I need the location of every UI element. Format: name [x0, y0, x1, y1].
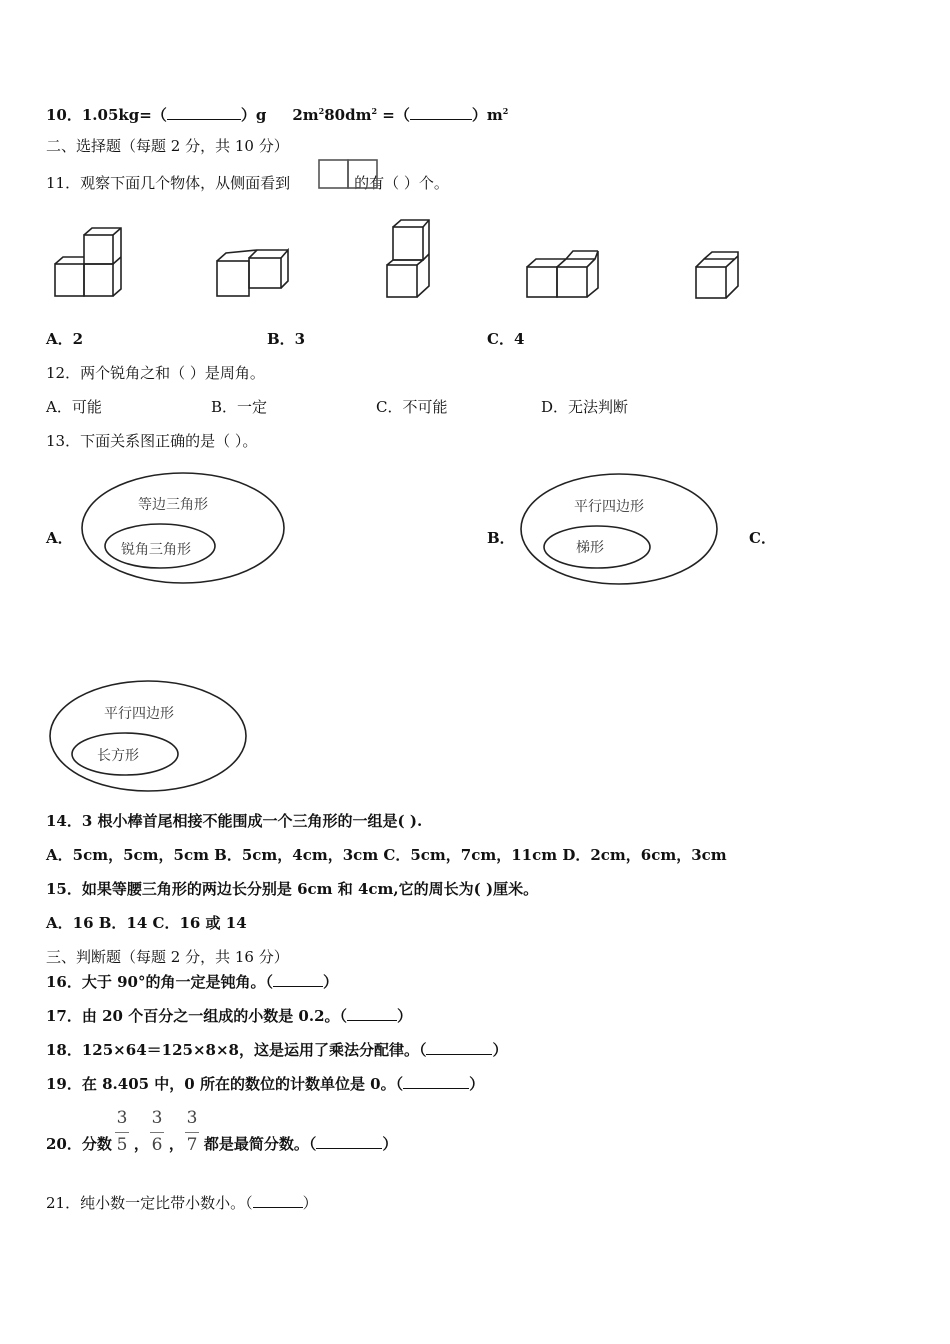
- question-10-expr2-end: ）m: [471, 106, 503, 124]
- separator: ，: [168, 1135, 184, 1153]
- answer-blank[interactable]: [410, 106, 472, 120]
- question-15-options[interactable]: A．16 B．14 C．16 或 14: [46, 914, 247, 932]
- answer-blank[interactable]: [403, 1075, 469, 1089]
- venn-c-inner-label: 长方形: [97, 748, 139, 764]
- fraction-bar: [115, 1132, 129, 1133]
- question-17: [46, 1006, 412, 1026]
- question-16: [46, 972, 338, 992]
- question-10-number: 10．: [46, 106, 82, 124]
- venn-b-outer-label: 平行四边形: [574, 499, 644, 515]
- option-13-b[interactable]: B．: [487, 529, 515, 547]
- fraction-denominator: 6: [151, 1135, 163, 1155]
- question-18-end: ）: [492, 1041, 508, 1059]
- question-20: [46, 1134, 397, 1154]
- fraction-bar: [150, 1132, 164, 1133]
- separator: ，: [133, 1135, 149, 1153]
- cube-figure-2: [214, 246, 294, 301]
- option-13-a[interactable]: A．: [46, 529, 73, 547]
- side-view-icon: [318, 158, 380, 190]
- question-21-end: ）: [302, 1194, 318, 1212]
- fraction-numerator: 3: [186, 1108, 198, 1128]
- venn-b-inner-label: 梯形: [576, 540, 604, 556]
- venn-a-inner-label: 锐角三角形: [121, 542, 191, 558]
- question-10-expr2: 2m: [292, 106, 319, 124]
- question-11-number: 11．: [46, 174, 81, 192]
- answer-blank[interactable]: [347, 1007, 397, 1021]
- question-12: 12．两个锐角之和（ ）是周角。: [46, 364, 265, 382]
- option-11-b[interactable]: B．3: [267, 330, 306, 348]
- cube-figure-5: [692, 248, 744, 302]
- question-11-text-after: 的有（ ）个。: [354, 174, 449, 192]
- fraction-denominator: 7: [186, 1135, 198, 1155]
- question-11: [46, 173, 449, 193]
- question-13: 13．下面关系图正确的是（ ）。: [46, 432, 258, 450]
- venn-diagram-c: [48, 678, 250, 794]
- question-10-expr2: 80dm: [324, 106, 372, 124]
- option-11-c[interactable]: C．4: [487, 330, 525, 348]
- fraction-numerator: 3: [116, 1108, 128, 1128]
- question-17-text: 17．由 20 个百分之一组成的小数是 0.2。（: [46, 1007, 348, 1025]
- cube-figure-4: [523, 248, 603, 303]
- option-12-c[interactable]: C．不可能: [376, 398, 448, 416]
- option-12-a[interactable]: A．可能: [46, 398, 102, 416]
- question-16-end: ）: [322, 973, 338, 991]
- question-14-options[interactable]: A．5cm，5cm，5cm B．5cm，4cm，3cm C．5cm，7cm，11cm D．2cm，6cm，3cm: [46, 846, 727, 864]
- question-20-suffix: 都是最简分数。（: [203, 1135, 317, 1153]
- venn-c-outer-label: 平行四边形: [104, 706, 174, 722]
- fraction-bar: [185, 1132, 199, 1133]
- question-21: [46, 1193, 318, 1213]
- venn-diagram-b: [519, 471, 721, 589]
- exponent: 2: [318, 106, 325, 116]
- fraction-denominator: 5: [116, 1135, 128, 1155]
- question-10-expr2: =（: [377, 106, 410, 124]
- option-13-c[interactable]: C．: [749, 529, 776, 547]
- question-20-prefix: 20．分数: [46, 1135, 112, 1153]
- exponent: 2: [502, 106, 509, 116]
- question-21-text: 21．纯小数一定比带小数小。（: [46, 1194, 253, 1212]
- answer-blank[interactable]: [273, 973, 323, 987]
- fraction-numerator: 3: [151, 1108, 163, 1128]
- question-14: 14．3 根小棒首尾相接不能围成一个三角形的一组是( ).: [46, 812, 423, 830]
- question-19-end: ）: [469, 1075, 485, 1093]
- option-11-a[interactable]: A．2: [46, 330, 84, 348]
- section-2-title: 二、选择题（每题 2 分，共 10 分）: [46, 137, 289, 155]
- option-12-d[interactable]: D．无法判断: [541, 398, 629, 416]
- cube-figure-3: [383, 218, 438, 303]
- option-12-b[interactable]: B．一定: [211, 398, 268, 416]
- question-11-text: 观察下面几个物体，从侧面看到: [80, 174, 291, 192]
- cube-figure-1: [52, 226, 127, 301]
- question-20-end: ）: [382, 1135, 398, 1153]
- exponent: 2: [371, 106, 378, 116]
- section-3-title: 三、判断题（每题 2 分，共 16 分）: [46, 948, 289, 966]
- question-10-expr1-end: ）g: [240, 106, 267, 124]
- answer-blank[interactable]: [316, 1135, 382, 1149]
- venn-a-outer-label: 等边三角形: [138, 497, 208, 513]
- answer-blank[interactable]: [426, 1041, 492, 1055]
- answer-blank[interactable]: [167, 106, 241, 120]
- question-16-text: 16．大于 90°的角一定是钝角。（: [46, 973, 273, 991]
- question-19: [46, 1074, 484, 1094]
- venn-diagram-a: [80, 470, 290, 588]
- question-10-expr1: 1.05kg=（: [81, 106, 167, 124]
- question-10: [46, 101, 508, 125]
- question-18: [46, 1040, 507, 1060]
- question-19-text: 19．在 8.405 中，0 所在的数位的计数单位是 0。（: [46, 1075, 404, 1093]
- question-17-end: ）: [397, 1007, 413, 1025]
- question-15: 15．如果等腰三角形的两边长分别是 6cm 和 4cm,它的周长为( )厘米。: [46, 880, 539, 898]
- question-18-text: 18．125×64＝125×8×8，这是运用了乘法分配律。（: [46, 1041, 427, 1059]
- answer-blank[interactable]: [253, 1194, 303, 1208]
